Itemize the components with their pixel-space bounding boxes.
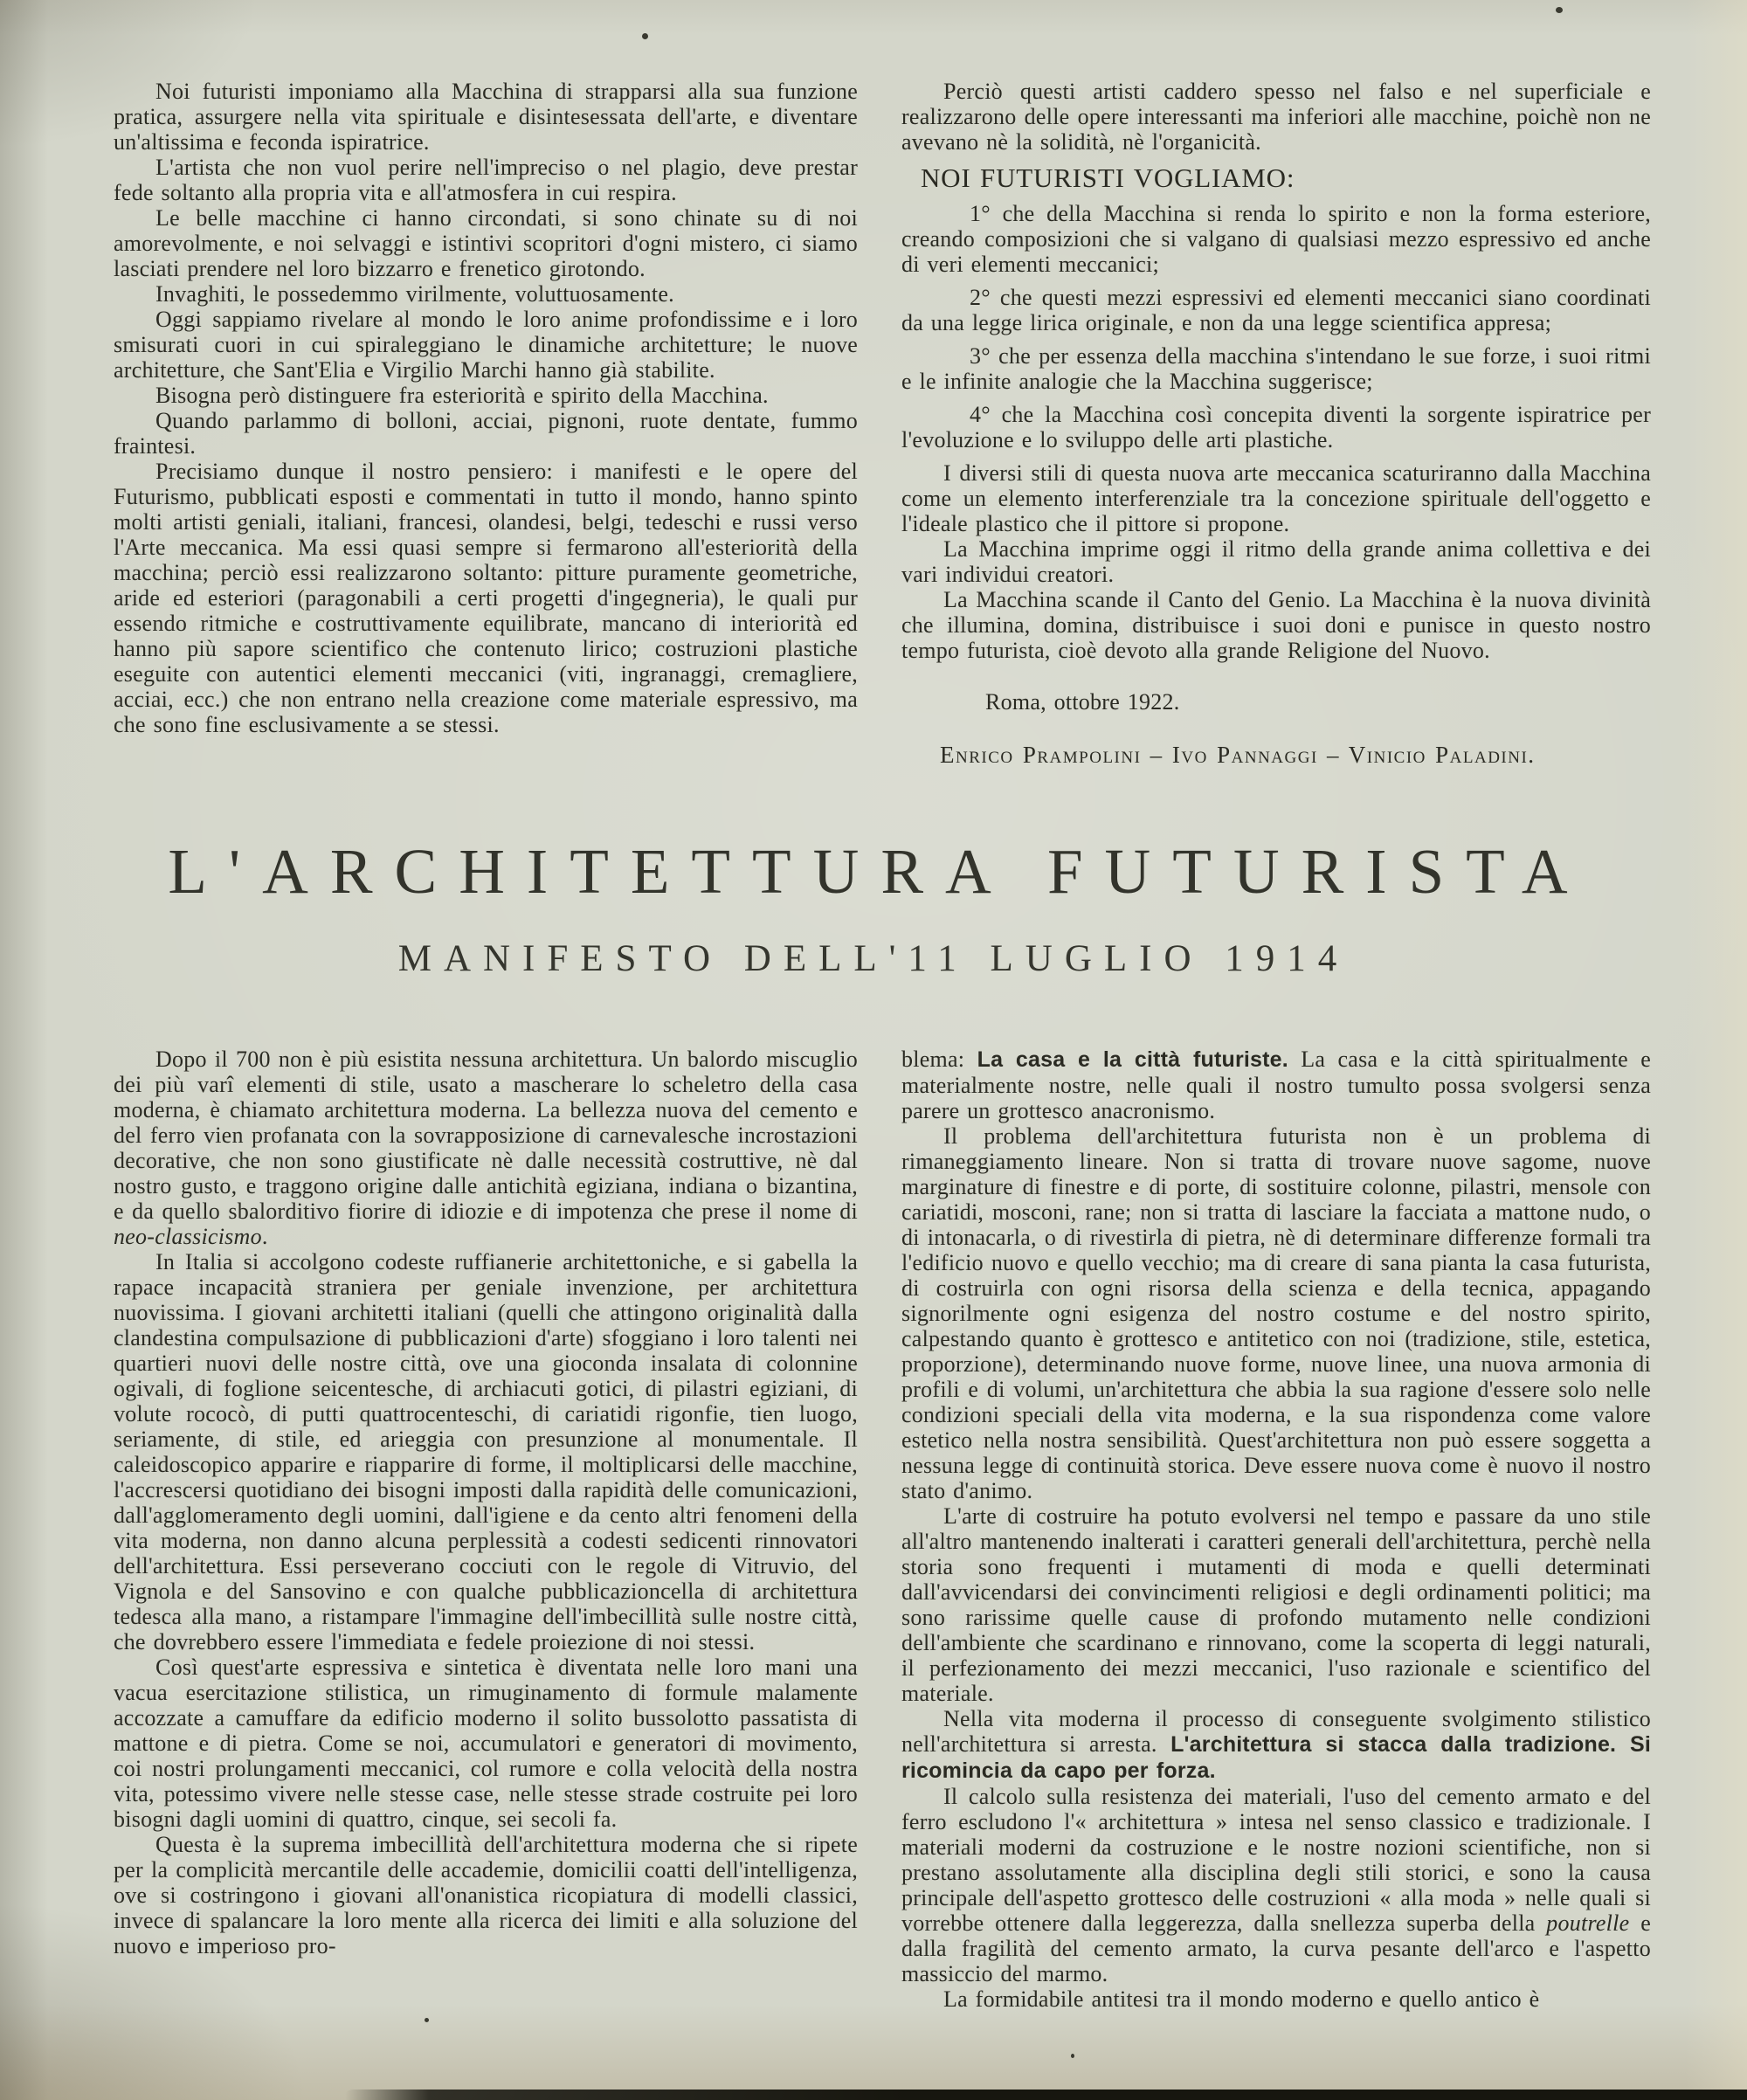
- title-block: [0, 837, 1747, 1047]
- article-subtitle: MANIFESTO DELL'11 LUGLIO 1914: [397, 938, 1350, 979]
- paragraph: Dopo il 700 non è più esistita nessuna architettura. Un balordo miscuglio dei più varî elementi di stile, usato a mascherare lo scheletro della casa moderna, è chiamato architettura moderna. La bellezza nuova del cemento e del ferro vien profanata con la sovrapposizione di carnevalesche incrostazioni decorative, che non sono giustificate nè dalle necessità costruttive, nè dal nostro gusto, e traggono origine dalle antichità egiziana, indiana o bizantina, e da quello sbalorditivo fiorire di idiozie e di impotenza che prese il nome di neo-classicismo.: [114, 1047, 858, 1249]
- architettura-right-column: [901, 1047, 1651, 2012]
- paragraph: Nella vita moderna il processo di conseguente svolgimento stilistico nell'architettura si arresta. L'architettura si stacca dalla tradizione. Si ricomincia da capo per forza.: [901, 1706, 1651, 1783]
- ink-speck: [642, 33, 648, 39]
- article-title: L'ARCHITETTURA FUTURISTA: [168, 836, 1590, 907]
- paragraph: L'arte di costruire ha potuto evolversi nel tempo e passare da uno stile all'altro mantenendo inalterati i caratteri generali dell'architettura, perchè nella storia sono frequenti i mutamenti di moda e quelli determinati dall'avvicendarsi dei convincimenti religiosi e degli ordinamenti politici; ma sono rarissime quelle cause di profondo mutamento nelle condizioni dell'ambiente che scardinano e rinnovano, come la scoperta di leggi naturali, il perfezionamento dei mezzi meccanici, l'uso razionale e scientifico del materiale.: [901, 1503, 1651, 1706]
- paragraph: Noi futuristi imponiamo alla Macchina di strapparsi alla sua funzione pratica, assurgere nella vita spirituale e disintesessata dell'arte, e diventare un'altissima e feconda ispiratrice.: [114, 79, 858, 155]
- bold-emphasis: L'architettura si stacca dalla tradizione. Si ricomincia da capo per forza.: [901, 1732, 1651, 1783]
- italic-emphasis: neo-classicismo: [114, 1224, 262, 1249]
- paragraph: 2° che questi mezzi espressivi ed elementi meccanici siano coordinati da una legge lirica originale, e non da una legge scientifica appresa;: [901, 285, 1651, 335]
- ink-speck: [425, 2018, 429, 2022]
- paragraph: 3° che per essenza della macchina s'intendano le sue forze, i suoi ritmi e le infinite analogie che la Macchina suggerisce;: [901, 343, 1651, 394]
- page-edge-shadow: [345, 2090, 1747, 2100]
- paragraph: Bisogna però distinguere fra esteriorità e spirito della Macchina.: [155, 383, 769, 408]
- ink-speck: [1556, 7, 1563, 13]
- paragraph: La Macchina scande il Canto del Genio. La Macchina è la nuova divinità che illumina, domina, distribuisce i suoi doni e punisce in questo nostro tempo futurista, cioè devoto alla grande Religione del Nuovo.: [901, 587, 1651, 663]
- arte-meccanica-left-column: [114, 79, 858, 797]
- bold-emphasis: La casa e la città futuriste.: [977, 1047, 1288, 1072]
- paragraph: Il calcolo sulla resistenza dei materiali, l'uso del cemento armato e del ferro escludono l'« architettura » intesa nel senso classico e tradizionale. I materiali moderni da costruzione e le nostre nozioni scientifiche, non si prestano assolutamente alla disciplina degli stili storici, e sono la causa principale dell'aspetto grottesco delle costruzioni « alla moda » nelle quali si vorrebbe ottenere dalla leggerezza, dalla snellezza superba della poutrelle e dalla fragilità del cemento armato, la curva pesante dell'arco e l'aspetto massiccio del marmo.: [901, 1784, 1652, 1986]
- paragraph: Perciò questi artisti caddero spesso nel falso e nel superficiale e realizzarono delle opere interessanti ma inferiori alle macchine, poichè non ne avevano nè la solidità, nè l'organicità.: [901, 79, 1651, 155]
- paragraph: L'artista che non vuol perire nell'impreciso o nel plagio, deve prestar fede soltanto alla propria vita e all'atmosfera in cui respira.: [114, 155, 858, 205]
- paragraph: blema: La casa e la città futuriste. La casa e la città spiritualmente e materialmente nostre, nelle quali il nostro tumulto possa svolgersi senza parere un grottesco anacronismo.: [901, 1047, 1651, 1123]
- paragraph: Oggi sappiamo rivelare al mondo le loro anime profondissime e i loro smisurati cuori in cui spiraleggiano le dinamiche architetture; le nuove architetture, che Sant'Elia e Virgilio Marchi hanno già stabilite.: [114, 307, 858, 383]
- paragraph: Enrico Prampolini – Ivo Pannaggi – Vinicio Paladini.: [940, 742, 1536, 768]
- arte-meccanica-right-column: [901, 79, 1651, 797]
- paragraph: I diversi stili di questa nuova arte meccanica scaturiranno dalla Macchina come un elemento interferenziale tra la concezione spirituale dell'oggetto e l'ideale plastico che il pittore si propone.: [901, 460, 1651, 536]
- paragraph: Le belle macchine ci hanno circondati, si sono chinate su di noi amorevolmente, e noi selvaggi e istintivi scopritori d'ogni mistero, ci siamo lasciati prendere nel loro bizzarro e frenetico girotondo.: [114, 205, 858, 281]
- paragraph: 4° che la Macchina così concepita diventi la sorgente ispiratrice per l'evoluzione e lo sviluppo delle arti plastiche.: [901, 402, 1651, 452]
- paragraph: 1° che della Macchina si renda lo spirito e non la forma esteriore, creando composizioni che si valgano di qualsiasi mezzo espressivo ed anche di veri elementi meccanici;: [901, 201, 1651, 277]
- ink-speck: [1071, 2054, 1074, 2058]
- paragraph: Quando parlammo di bolloni, acciai, pignoni, ruote dentate, fummo fraintesi.: [114, 408, 858, 459]
- architettura-futurista-section: [0, 1047, 1747, 2012]
- architettura-left-column: [114, 1047, 858, 2012]
- arte-meccanica-section: [0, 0, 1747, 797]
- paragraph: Questa è la suprema imbecillità dell'architettura moderna che si ripete per la complicità mercantile delle accademie, domicilii coatti dell'intelligenza, ove si costringono i giovani all'onanistica ricopiatura di modelli classici, invece di spalancare la loro mente alla ricerca dei limiti e alla soluzione del nuovo e imperioso pro-: [114, 1832, 858, 1958]
- paragraph: In Italia si accolgono codeste ruffianerie architettoniche, e si gabella la rapace incapacità straniera per geniale invenzione, per architettura nuovissima. I giovani architetti italiani (quelli che attingono originalità dalla clandestina compulsazione di pubblicazioni d'arte) sfoggiano i loro talenti nei quartieri nuovi delle nostre città, ove una gioconda insalata di colonnine ogivali, di foglione seicentesche, di archiacuti gotici, di pilastri egiziani, di volute rococò, di putti quattrocenteschi, di cariatidi rigonfie, tien luogo, seriamente, di stile, ed arieggia con presunzione al monumentale. Il caleidoscopico apparire e riapparire di forme, il moltiplicarsi delle macchine, l'accrescersi quotidiano dei bisogni imposti dalla rapidità delle comunicazioni, dall'agglomeramento degli uomini, dall'igiene e da cento altri fenomeni della vita moderna, non danno alcuna perplessità a codesti sedicenti rinnovatori dell'architettura. Essi perseverano cocciuti con le regole di Vitruvio, del Vignola e del Sansovino e con qualche pubblicazioncella di architettura tedesca alla mano, a ristampare l'immagine dell'imbecillità sulle nostre città, che dovrebbero essere l'immediata e fedele proiezione di noi stessi.: [114, 1249, 858, 1654]
- paragraph: Invaghiti, le possedemmo virilmente, voluttuosamente.: [155, 281, 674, 307]
- paragraph: NOI FUTURISTI VOGLIAMO:: [921, 162, 1295, 193]
- paragraph: La Macchina imprime oggi il ritmo della grande anima collettiva e dei vari individui creatori.: [901, 536, 1651, 587]
- paragraph: Il problema dell'architettura futurista non è un problema di rimaneggiamento lineare. Non si tratta di trovare nuove sagome, nuove marginature di finestre e di porte, di sostituire colonne, pilastri, mensole con cariatidi, mosconi, rane; non si tratta di lasciare la facciata a mattone nudo, o di intonacarla, o di rivestirla di pietra, nè di determinare differenze formali tra l'edificio nuovo e quello vecchio; ma di creare di sana pianta la casa futurista, di costruirla con ogni risorsa della scienza e della tecnica, appagando signorilmente ogni esigenza del nostro costume e del nostro spirito, calpestando quanto è grottesco e antitetico con noi (tradizione, stile, estetica, proporzione), determinando nuove forme, nuove linee, una nuova armonia di profili e di volumi, un'architettura che abbia la sua ragione d'essere solo nelle condizioni speciali della vita moderna, e la sua rispondenza come valore estetico nella nostra sensibilità. Quest'architettura non può essere soggetta a nessuna legge di continuità storica. Deve essere nuova come è nuovo il nostro stato d'animo.: [901, 1123, 1651, 1503]
- paragraph: La formidabile antitesi tra il mondo moderno e quello antico è: [943, 1986, 1540, 2012]
- paragraph: Precisiamo dunque il nostro pensiero: i manifesti e le opere del Futurismo, pubblicati esposti e commentati in tutto il mondo, hanno spinto molti artisti geniali, italiani, francesi, olandesi, belgi, tedeschi e russi verso l'Arte meccanica. Ma essi quasi sempre si fermarono all'esteriorità della macchina; perciò essi realizzarono soltanto: pitture puramente geometriche, aride ed esteriori (paragonabili a certi progetti d'ingegneria), le quali pur essendo ritmiche e costruttivamente equilibrate, mancano di interiorità ed hanno più sapore scientifico che contenuto lirico; costruzioni plastiche eseguite con autentici elementi meccanici (viti, ingranaggi, cremagliere, acciai, ecc.) che non entrano nella creazione come materiale espressivo, ma che sono fine esclusivamente a se stessi.: [114, 459, 858, 737]
- paragraph: Roma, ottobre 1922.: [985, 689, 1180, 715]
- italic-emphasis: poutrelle: [1546, 1910, 1630, 1936]
- paragraph: Così quest'arte espressiva e sintetica è diventata nelle loro mani una vacua esercitazione stilistica, un rimuginamento di formule malamente accozzate a camuffare da edificio moderno il solito bussolotto passatista di mattone e di pietra. Come se noi, accumulatori e generatori di movimento, coi nostri prolungamenti meccanici, col rumore e colla velocità della nostra vita, potessimo vivere nelle stesse case, nelle stesse strade costruite pei loro bisogni dagli uomini di quattro, cinque, sei secoli fa.: [114, 1654, 858, 1832]
